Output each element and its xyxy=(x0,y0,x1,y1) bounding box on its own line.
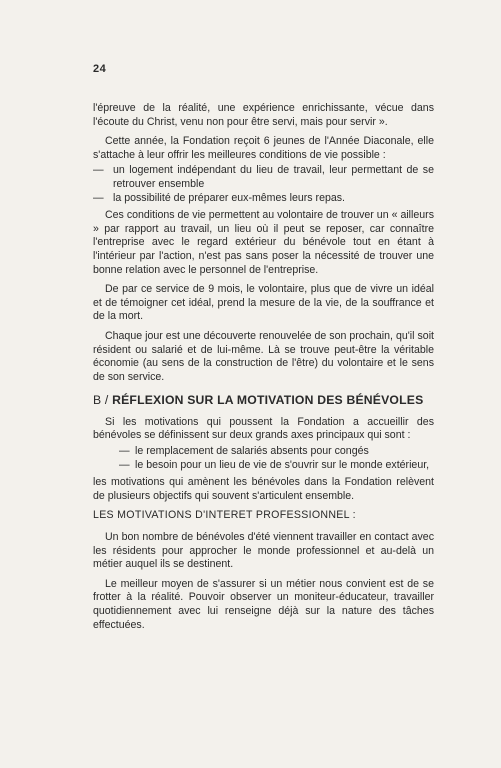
list-item: — la possibilité de préparer eux-mêmes leurs repas. xyxy=(93,192,434,206)
list-item: — le besoin pour un lieu de vie de s'ouvrir sur le monde extérieur, xyxy=(93,459,434,473)
paragraph-3: Ces conditions de vie permettent au volontaire de trouver un « ailleurs » par rapport au travail, un lieu où il peut se reposer, car connaître l'entreprise avec le regard extérieur du bénévole tout en étant à l'intérieur par l'action, n'est pas sans poser la nécessité de trouver une bonne relation avec le personnel de l'entreprise. xyxy=(93,209,434,276)
motivations-list xyxy=(93,445,434,472)
subheading: LES MOTIVATIONS D'INTERET PROFESSIONNEL : xyxy=(93,509,356,522)
paragraph-7: les motivations qui amènent les bénévoles dans la Fondation relèvent de plusieurs objectifs qui souvent s'articulent ensemble. xyxy=(93,476,434,502)
section-title: RÉFLEXION SUR LA MOTIVATION DES BÉNÉVOLES xyxy=(112,393,424,408)
paragraph-4: De par ce service de 9 mois, le volontaire, plus que de vivre un idéal et de témoigner cet idéal, prend la mesure de la vie, de la souffrance et de la mort. xyxy=(93,283,434,323)
paragraph-6: Si les motivations qui poussent la Fondation a accueillir des bénévoles se définissent sur deux grands axes principaux qui sont : xyxy=(93,415,434,442)
page-number: 24 xyxy=(93,63,107,75)
section-prefix: B / xyxy=(93,393,113,408)
paragraph-9: Le meilleur moyen de s'assurer si un métier nous convient est de se frotter à la réalité. Pouvoir observer un moniteur-éducateur, travailler quotidiennement avec lui renseigne déjà sur la nature des tâches effectuées. xyxy=(93,577,434,631)
paragraph-5: Chaque jour est une découverte renouvelée de son prochain, qu'il soit résident ou salarié et de lui-même. Là se trouve peut-être la véritable économie (au sens de la construction de l'être) du volontaire et le sens de son service. xyxy=(93,329,434,383)
conditions-list xyxy=(93,164,434,205)
list-item: — le remplacement de salariés absents pour congés xyxy=(93,445,434,459)
section-heading xyxy=(93,394,434,408)
list-item: — un logement indépendant du lieu de travail, leur permettant de se retrouver ensemble xyxy=(93,164,434,191)
paragraph-2: Cette année, la Fondation reçoit 6 jeunes de l'Année Diaconale, elle s'attache à leur offrir les meilleures conditions de vie possible : xyxy=(93,135,434,161)
paragraph-1: l'épreuve de la réalité, une expérience enrichissante, vécue dans l'écoute du Christ, venu non pour être servi, mais pour servir ». xyxy=(93,102,434,128)
document-body xyxy=(93,102,434,638)
paragraph-8: Un bon nombre de bénévoles d'été viennent travailler en contact avec les résidents pour approcher le monde professionnel et au-delà un métier auquel ils se destinent. xyxy=(93,531,434,571)
